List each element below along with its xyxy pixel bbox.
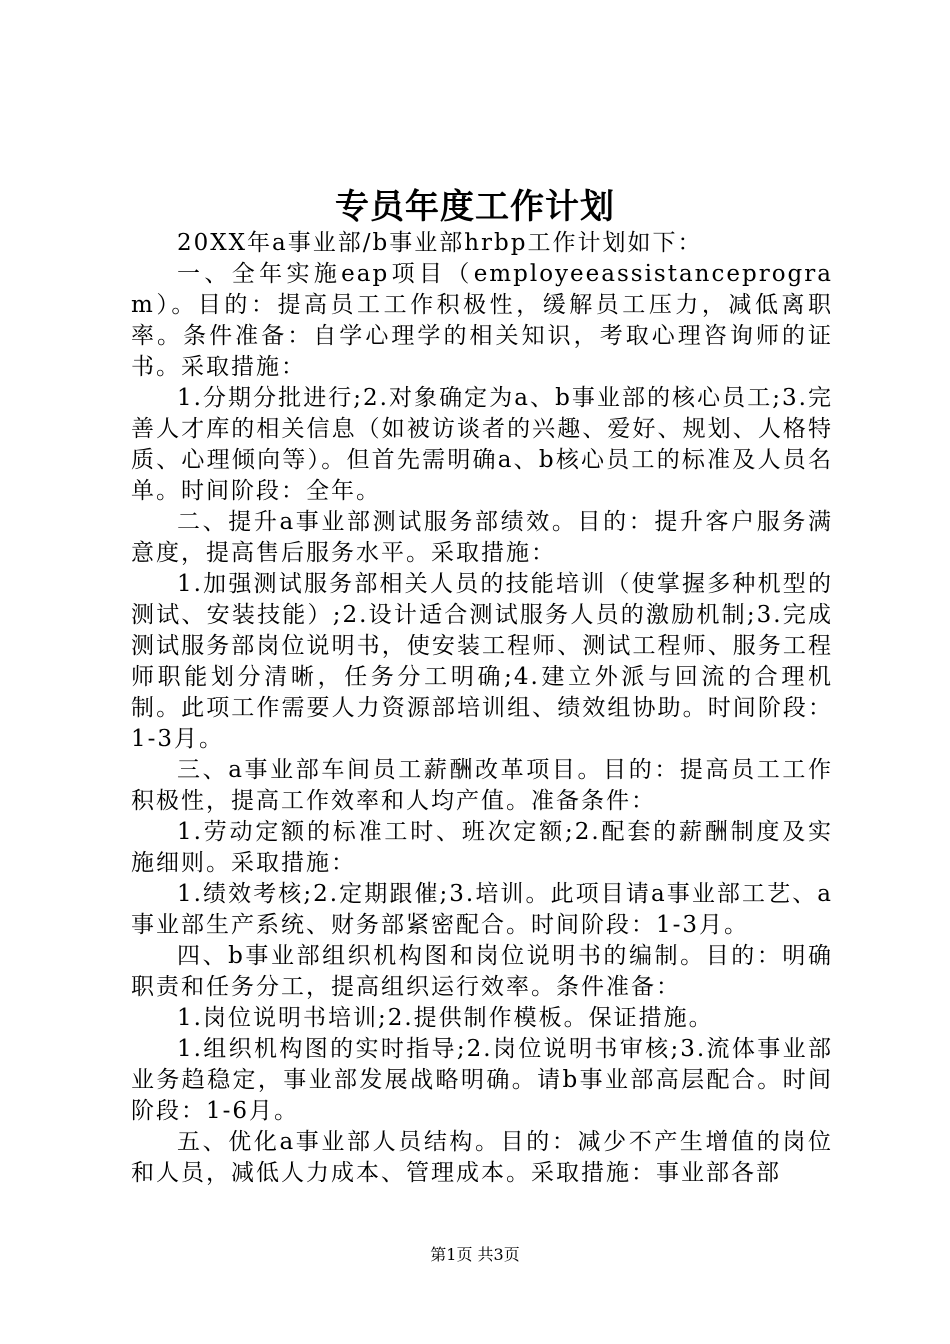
paragraph-section-3-conditions: 1.劳动定额的标准工时、班次定额;2.配套的薪酬制度及实施细则。采取措施： <box>131 819 833 876</box>
paragraph-section-1: 一、全年实施eap项目（employeeassistanceprogram）。目的：提高员工工作积极性，缓解员工压力，减低离职率。条件准备：自学心理学的相关知识，考取心理咨询师的证书。采取措施： <box>131 261 833 380</box>
paragraph-section-4: 四、b事业部组织机构图和岗位说明书的编制。目的：明确职责和任务分工，提高组织运行效率。条件准备： <box>131 943 833 1000</box>
paragraph-section-1-measures: 1.分期分批进行;2.对象确定为a、b事业部的核心员工;3.完善人才库的相关信息（如被访谈者的兴趣、爱好、规划、人格特质、心理倾向等）。但首先需明确a、b核心员工的标准及人员名单。时间阶段：全年。 <box>131 385 833 504</box>
document-body <box>131 228 833 1189</box>
paragraph-section-5: 五、优化a事业部人员结构。目的：减少不产生增值的岗位和人员，减低人力成本、管理成本。采取措施：事业部各部 <box>131 1129 833 1186</box>
paragraph-section-2: 二、提升a事业部测试服务部绩效。目的：提升客户服务满意度，提高售后服务水平。采取措施： <box>131 509 833 566</box>
page-footer: 第1页 共3页 <box>430 1245 520 1264</box>
paragraph-section-3: 三、a事业部车间员工薪酬改革项目。目的：提高员工工作积极性，提高工作效率和人均产值。准备条件： <box>131 757 833 814</box>
paragraph-section-2-measures: 1.加强测试服务部相关人员的技能培训（使掌握多种机型的测试、安装技能）;2.设计适合测试服务人员的激励机制;3.完成测试服务部岗位说明书，使安装工程师、测试工程师、服务工程师职能划分清晰，任务分工明确;4.建立外派与回流的合理机制。此项工作需要人力资源部培训组、绩效组协助。时间阶段：1-3月。 <box>131 571 833 752</box>
paragraph-section-4-conditions: 1.岗位说明书培训;2.提供制作模板。保证措施。 <box>177 1005 714 1031</box>
document-title: 专员年度工作计划 <box>335 187 615 227</box>
paragraph-intro: 20XX年a事业部/b事业部hrbp工作计划如下： <box>177 230 703 256</box>
paragraph-section-3-measures: 1.绩效考核;2.定期跟催;3.培训。此项目请a事业部工艺、a事业部生产系统、财务部紧密配合。时间阶段：1-3月。 <box>131 881 833 938</box>
paragraph-section-4-measures: 1.组织机构图的实时指导;2.岗位说明书审核;3.流体事业部业务趋稳定，事业部发展战略明确。请b事业部高层配合。时间阶段：1-6月。 <box>131 1036 833 1124</box>
